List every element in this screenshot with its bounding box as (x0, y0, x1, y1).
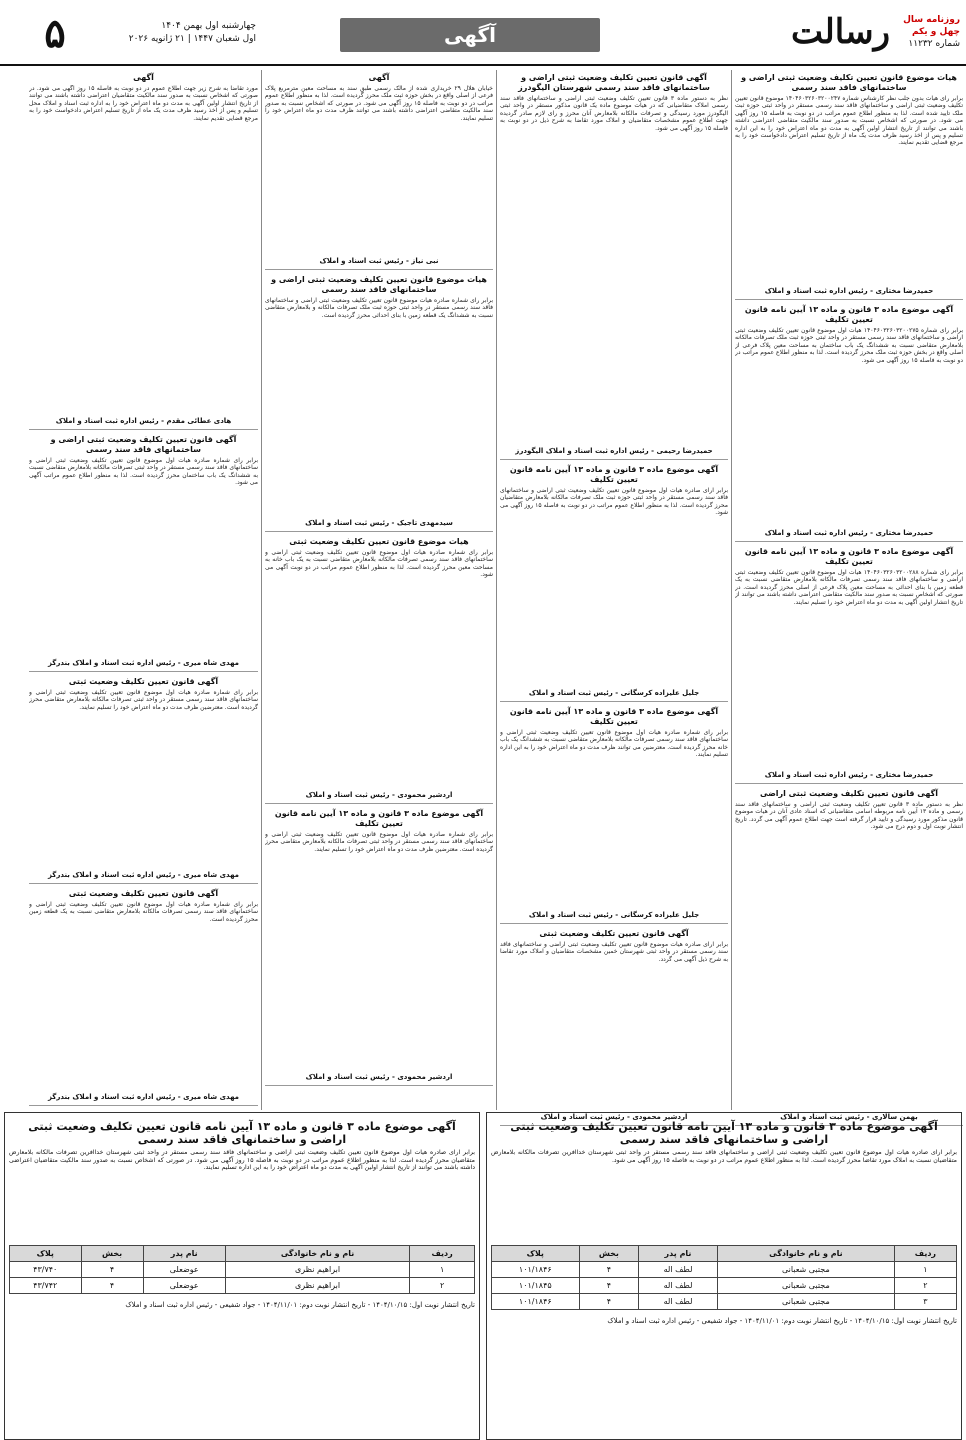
ad-signature: حمیدرضا مختاری - رئیس اداره ثبت اسناد و املاک (764, 529, 934, 537)
ad-item (265, 534, 493, 804)
ad-item (265, 272, 493, 532)
ad-body: برابر رای شماره صادره هیات موضوع قانون تعیین تکلیف وضعیت ثبتی اراضی و ساختمانهای فاقد سند رسمی مستقر در واحد ثبتی حوزه ثبت ملک تصرفات مالکانه و بلامعارض متقاضی نسبت به ششدانگ یک قطعه زمین با بنای احداثی محرز گردیده است. (265, 297, 493, 319)
table-header: ردیف (410, 1246, 475, 1262)
ad-body: مورد تقاضا به شرح زیر جهت اطلاع عموم در دو نوبت به فاصله ۱۵ روز آگهی می شود. در صورتی که اشخاص نسبت به صدور سند مالکیت متقاضیان اعتراضی داشته باشند می توانند از تاریخ انتشار اولین آگهی به مدت دو ماه اعتراض خود را به اداره ثبت اسناد و املاک محل تسلیم و پس از اخذ رسید ظرف مدت یک ماه از تاریخ تسلیم اعتراض دادخواست خود را به مرجع قضایی تقدیم نمایند. (29, 85, 258, 122)
table-header-row (492, 1246, 957, 1262)
ad-item (500, 462, 728, 702)
table-cell: ۴ (579, 1278, 639, 1294)
ad-signature: سیدمهدی تاجیک - رئیس ثبت اسناد و املاک (305, 519, 453, 527)
ad-body: برابر رای هیات بدون جلب نظر کارشناس شماره ۱۴۰۴۶۰۳۲۶۰۳۲۰۰۲۴۷ موضوع قانون تعیین تکلیف وضعیت ثبتی اراضی و ساختمانهای فاقد سند رسمی مستقر در واحد ثبتی حوزه ثبت ملک تایید شده است. لذا به منظور اطلاع عموم مراتب در دو نوبت به فاصله ۱۵ روز آگهی می شود. در صورتی که اشخاص نسبت به صدور سند مالکیت متقاضی اعتراضی داشته باشند می توانند از تاریخ انتشار اولین آگهی به مدت دو ماه اعتراض خود را به این اداره تسلیم و پس از اخذ رسید ظرف مدت یک ماه از تاریخ تسلیم اعتراض دادخواست خود را به مرجع قضایی تقدیم نمایند. (735, 95, 963, 147)
table-header: نام پدر (143, 1246, 225, 1262)
masthead (0, 0, 966, 66)
ad-body: خیابان هلال ۲۹ خریداری شده از مالک رسمی طبق سند به مساحت معین مترمربع پلاک فرعی از اصلی واقع در بخش حوزه ثبت ملک محرز گردیده است. لذا به منظور اطلاع عموم مراتب در دو نوبت به فاصله ۱۵ روز آگهی می شود. در صورتی که اشخاص نسبت به صدور سند مالکیت متقاضی اعتراضی داشته باشند می توانند ظرف مدت دو ماه اعتراض خود را تسلیم نمایند. (265, 85, 493, 122)
table-cell: لطف اله (639, 1294, 718, 1310)
ad-item (265, 806, 493, 1086)
bottom-notices (0, 1112, 966, 1440)
ad-title: آگهی (133, 73, 154, 82)
ad-title: آگهی موضوع ماده ۳ قانون و ماده ۱۳ آیین نامه قانون تعیین تکلیف (509, 707, 719, 726)
ad-signature: جلیل علیزاده کرسگانی - رئیس ثبت اسناد و املاک (528, 689, 700, 697)
date-line-2: اول شعبان ۱۴۴۷ | ۲۱ ژانویه ۲۰۲۶ (128, 34, 256, 44)
table-cell: مجتبی شعبانی (717, 1294, 894, 1310)
table-cell: ابراهیم نظری (225, 1278, 409, 1294)
table-header-row (10, 1246, 475, 1262)
ad-item (500, 70, 728, 460)
table-cell: ۴ (579, 1294, 639, 1310)
table-cell: عوضعلی (143, 1262, 225, 1278)
ad-title: آگهی قانون تعیین تکلیف وضعیت ثبتی اراضی (759, 789, 939, 798)
table-cell: عوضعلی (143, 1278, 225, 1294)
ad-body: نظر به دستور ماده ۳ قانون تعیین تکلیف وضعیت ثبتی اراضی و ساختمانهای فاقد سند رسمی املاک متقاضیانی که در هیات موضوع ماده یک قانون مذکور مستقر در واحد ثبتی الیگودرز مورد رسیدگی و تصرفات مالکانه بلامعارض آنان محرز و رای لازم صادر گردیده جهت اطلاع عموم مشخصات متقاضیان و املاک مورد تقاضا به شرح ذیل در دو نوبت به فاصله ۱۵ روز آگهی می شود. (500, 95, 728, 132)
notice-table (9, 1245, 475, 1294)
notice-body: برابر آرای صادره هیات اول موضوع قانون تعیین تکلیف وضعیت ثبتی اراضی و ساختمانهای فاقد سند رسمی مستقر در واحد ثبتی شهرستان خداآفرین تصرفات مالکانه بلامعارض متقاضیان نسبت به املاک مورد تقاضا محرز گردیده است. لذا به منظور اطلاع عموم مراتب در دو نوبت به فاصله ۱۵ روز آگهی می شود. (491, 1149, 957, 1164)
ad-item (500, 926, 728, 1126)
table-header: پلاک (10, 1246, 82, 1262)
table-cell: مجتبی شعبانی (717, 1262, 894, 1278)
ad-signature: اردشیر محمودی - رئیس ثبت اسناد و املاک (305, 1073, 453, 1081)
table-header: ردیف (894, 1246, 956, 1262)
ad-item (735, 786, 963, 1126)
ad-signature: حمیدرضا مختاری - رئیس اداره ثبت اسناد و املاک (764, 287, 934, 295)
ad-body: برابر رای شماره ۱۴۰۴۶۰۳۲۶۰۳۲۰۰۲۷۵ هیات اول موضوع قانون تعیین تکلیف وضعیت ثبتی اراضی و ساختمانهای فاقد سند رسمی مستقر در واحد ثبتی حوزه ثبت ملک تصرفات مالکانه بلامعارض متقاضی نسبت به ششدانگ یک باب ساختمان به مساحت معین پلاک فرعی از اصلی واقع در بخش حوزه ثبت ملک محرز گردیده است. لذا به منظور اطلاع عموم مراتب در دو نوبت به فاصله ۱۵ روز آگهی می شود. (735, 327, 963, 364)
ad-signature: اردشیر محمودی - رئیس ثبت اسناد و املاک (305, 791, 453, 799)
notice-left (486, 1112, 962, 1440)
ad-title: آگهی قانون تعیین تکلیف وضعیت ثبتی اراضی و ساختمانهای فاقد سند رسمی شهرستان الیگودرز (518, 73, 710, 92)
table-header: بخش (579, 1246, 639, 1262)
ad-signature: جلیل علیزاده کرسگانی - رئیس ثبت اسناد و املاک (528, 911, 700, 919)
ad-body: برابر رای شماره صادره هیات اول موضوع قانون تعیین تکلیف وضعیت ثبتی اراضی و ساختمانهای فاقد سند رسمی تصرفات مالکانه بلامعارض متقاضی نسبت به ششدانگ یک باب خانه محرز گردیده است. معترضین می توانند ظرف مدت دو ماه اعتراض خود را به این اداره تسلیم نمایند. (500, 729, 728, 759)
ad-title: آگهی قانون تعیین تکلیف وضعیت ثبتی اراضی و ساختمانهای فاقد سند رسمی (50, 435, 237, 454)
table-row (492, 1262, 957, 1278)
ad-item (500, 704, 728, 924)
ad-body: برابر رای شماره صادره هیات اول موضوع قانون تعیین تکلیف وضعیت ثبتی اراضی و ساختمانهای فاقد سند رسمی تصرفات مالکانه بلامعارض متقاضی نسبت به یک باب خانه به مساحت معین محرز گردیده است. لذا به منظور اطلاع عموم مراتب در دو نوبت آگهی می شود. (265, 549, 493, 579)
ad-item (735, 70, 963, 300)
notice-table (491, 1245, 957, 1310)
ad-signature: اردشیر محمودی - رئیس ثبت اسناد و املاک (540, 1113, 688, 1121)
table-cell: لطف اله (639, 1278, 718, 1294)
table-row (10, 1262, 475, 1278)
ad-signature: نبی نیاز - رئیس ثبت اسناد و املاک (319, 257, 439, 265)
table-cell: ۲ (410, 1278, 475, 1294)
notice-right (4, 1112, 480, 1440)
ad-item (29, 70, 258, 430)
ad-title: آگهی موضوع ماده ۳ قانون و ماده ۱۳ آیین نامه قانون تعیین تکلیف (509, 465, 719, 484)
page-number: ۵ (44, 9, 66, 57)
ad-body: نظر به دستور ماده ۳ قانون تعیین تکلیف وضعیت ثبتی اراضی و ساختمانهای فاقد سند رسمی و ماده ۱۳ آیین نامه مربوطه اسامی متقاضیانی که اسناد عادی آنان در هیات موضوع قانون مذکور مورد رسیدگی و تایید قرار گرفته است جهت اطلاع عموم آگهی می گردد. تاریخ انتشار نوبت اول و دوم درج می شود. (735, 801, 963, 831)
ad-item (265, 70, 493, 270)
notice-footer: تاریخ انتشار نوبت اول: ۱۴۰۴/۱۰/۱۵ - تاریخ انتشار نوبت دوم: ۱۴۰۴/۱۱/۰۱ - جواد شفیعی - رئیس اداره ثبت اسناد و املاک (607, 1317, 957, 1325)
ad-body: برابر رای شماره ۱۴۰۴۶۰۳۲۶۰۳۲۰۰۲۸۸ هیات اول موضوع قانون تعیین تکلیف وضعیت ثبتی اراضی و ساختمانهای فاقد سند رسمی تصرفات مالکانه بلامعارض متقاضی نسبت به یک قطعه زمین با بنای احداثی به مساحت معین پلاک فرعی از اصلی محرز گردیده است. در صورتی که اشخاص نسبت به صدور سند مالکیت متقاضی اعتراضی داشته باشند می توانند از تاریخ انتشار اولین آگهی به مدت دو ماه اعتراض خود را تسلیم نمایند. (735, 569, 963, 606)
ad-body: برابر رای شماره صادره هیات اول موضوع قانون تعیین تکلیف وضعیت ثبتی اراضی و ساختمانهای فاقد سند رسمی تصرفات مالکانه بلامعارض متقاضی نسبت به یک قطعه زمین محرز گردیده است. (29, 901, 258, 923)
column-2 (496, 70, 731, 1121)
ad-title: آگهی موضوع ماده ۳ قانون و ماده ۱۳ آیین نامه قانون تعیین تکلیف (744, 547, 954, 566)
table-cell: ابراهیم نظری (225, 1262, 409, 1278)
publisher-line-2: شماره ۱۱۲۳۲ (908, 39, 960, 49)
newspaper-logo: رسالت (790, 12, 890, 52)
ad-title: آگهی قانون تعیین تکلیف وضعیت ثبتی (539, 929, 689, 938)
ad-item (29, 886, 258, 1106)
ad-title: آگهی (368, 73, 390, 82)
table-row (492, 1294, 957, 1310)
notice-title: آگهی موضوع ماده ۳ قانون و ماده ۱۳ آیین نامه قانون تعیین تکلیف وضعیت ثبتی اراضی و ساختمانهای فاقد سند رسمی (28, 1120, 456, 1146)
table-cell: ۴۳/۷۴۲ (10, 1278, 82, 1294)
ad-signature: مهدی شاه میری - رئیس اداره ثبت اسناد و املاک بندرگز (47, 659, 240, 667)
ad-signature: حمیدرضا رحیمی - رئیس اداره ثبت اسناد و املاک الیگودرز (515, 447, 713, 455)
table-header: پلاک (492, 1246, 580, 1262)
table-cell: ۱ (894, 1262, 956, 1278)
notice-footer: تاریخ انتشار نوبت اول: ۱۴۰۴/۱۰/۱۵ - تاریخ انتشار نوبت دوم: ۱۴۰۴/۱۱/۰۱ - جواد شفیعی - رئیس اداره ثبت اسناد و املاک (125, 1301, 475, 1309)
ad-signature: بهمن سالاری - رئیس ثبت اسناد و املاک (780, 1113, 918, 1121)
table-cell: ۱ (410, 1262, 475, 1278)
ad-item (29, 674, 258, 884)
table-cell: ۳ (894, 1294, 956, 1310)
notice-title: آگهی موضوع ماده ۳ قانون و ماده ۱۳ آیین نامه قانون تعیین تکلیف وضعیت ثبتی اراضی و ساختمانهای فاقد سند رسمی (510, 1120, 938, 1146)
date-line-1: چهارشنبه اول بهمن ۱۴۰۴ (161, 21, 256, 31)
notice-body: برابر آرای صادره هیات اول موضوع قانون تعیین تکلیف وضعیت ثبتی اراضی و ساختمانهای فاقد سند رسمی مستقر در واحد ثبتی شهرستان خداآفرین تصرفات مالکانه بلامعارض متقاضیان محرز گردیده است. لذا به منظور اطلاع عموم مراتب در دو نوبت به فاصله ۱۵ روز آگهی می شود. در صورتی که اشخاص نسبت به صدور سند مالکیت متقاضیان اعتراضی داشته باشند می توانند از تاریخ انتشار اولین آگهی به مدت دو ماه اعتراض خود را به این اداره تسلیم نمایند. (9, 1149, 475, 1172)
table-cell: ۴ (579, 1262, 639, 1278)
table-row (10, 1278, 475, 1294)
ad-title: آگهی موضوع ماده ۳ قانون و ماده ۱۳ آیین نامه قانون تعیین تکلیف (274, 809, 484, 828)
column-3 (261, 70, 496, 1110)
ad-title: آگهی موضوع ماده ۳ قانون و ماده ۱۳ آیین نامه قانون تعیین تکلیف (744, 305, 954, 324)
brand-block (760, 8, 960, 56)
ad-title: هیات موضوع قانون تعیین تکلیف وضعیت ثبتی اراضی و ساختمانهای فاقد سند رسمی (271, 275, 487, 294)
table-cell: ۴۳/۷۴۰ (10, 1262, 82, 1278)
ad-title: آگهی قانون تعیین تکلیف وضعیت ثبتی (68, 889, 219, 898)
table-header: نام و نام خانوادگی (225, 1246, 409, 1262)
ad-body: برابر آرای صادره هیات موضوع قانون تعیین تکلیف وضعیت ثبتی اراضی و ساختمانهای فاقد سند رسمی مستقر در واحد ثبتی شهرستان خمین مشخصات متقاضیان و املاک مورد تقاضا به شرح ذیل آگهی می گردد. (500, 941, 728, 963)
ad-title: هیات موضوع قانون تعیین تکلیف وضعیت ثبتی (289, 537, 469, 546)
ad-item (735, 544, 963, 784)
table-cell: مجتبی شعبانی (717, 1278, 894, 1294)
ad-signature: حمیدرضا مختاری - رئیس اداره ثبت اسناد و املاک (764, 771, 934, 779)
table-header: بخش (81, 1246, 143, 1262)
ad-signature: مهدی شاه میری - رئیس اداره ثبت اسناد و املاک بندرگز (47, 1093, 240, 1101)
table-cell: ۱۰۱/۱۸۴۶ (492, 1294, 580, 1310)
table-cell: ۱۰۱/۱۸۴۶ (492, 1262, 580, 1278)
ad-item (735, 302, 963, 542)
ad-title: آگهی قانون تعیین تکلیف وضعیت ثبتی (68, 677, 219, 686)
publisher-line-1: روزنامه سال چهل و یکم (903, 15, 960, 37)
ad-body: برابر رای شماره صادره هیات اول موضوع قانون تعیین تکلیف وضعیت ثبتی اراضی و ساختمانهای فاقد سند رسمی مستقر در واحد ثبتی تصرفات مالکانه بلامعارض متقاضی نسبت به ششدانگ یک باب ساختمان محرز گردیده است. لذا به منظور اطلاع عموم مراتب آگهی می شود. (29, 457, 258, 487)
ad-body: برابر رای شماره صادره هیات اول موضوع قانون تعیین تکلیف وضعیت ثبتی اراضی و ساختمانهای فاقد سند رسمی مستقر در واحد ثبتی تصرفات مالکانه بلامعارض متقاضی محرز گردیده است. معترضین ظرف مدت دو ماه اعتراض خود را تسلیم نمایند. (29, 689, 258, 711)
issue-date (86, 20, 256, 46)
table-cell: لطف اله (639, 1262, 718, 1278)
publisher-info (896, 14, 960, 50)
ad-columns (0, 70, 966, 1121)
ad-item (29, 432, 258, 672)
issue-info (6, 10, 256, 56)
table-cell: ۴ (81, 1278, 143, 1294)
table-cell: ۱۰۱/۱۸۴۵ (492, 1278, 580, 1294)
table-row (492, 1278, 957, 1294)
column-4 (26, 70, 261, 1110)
section-title: آگهی (340, 18, 600, 52)
table-header: نام و نام خانوادگی (717, 1246, 894, 1262)
ad-body: برابر آرای صادره هیات اول موضوع قانون تعیین تکلیف وضعیت ثبتی اراضی و ساختمانهای فاقد سند رسمی مستقر در واحد ثبتی حوزه ثبت ملک تصرفات مالکانه بلامعارض متقاضیان محرز گردیده است. لذا به منظور اطلاع عموم مراتب در دو نوبت به فاصله ۱۵ روز آگهی می شود. (500, 487, 728, 517)
table-cell: ۲ (894, 1278, 956, 1294)
ad-signature: هادی عطائی مقدم - رئیس اداره ثبت اسناد و املاک (55, 417, 232, 425)
ad-title: هیات موضوع قانون تعیین تکلیف وضعیت ثبتی اراضی و ساختمانهای فاقد سند رسمی (741, 73, 957, 92)
ad-signature: مهدی شاه میری - رئیس اداره ثبت اسناد و املاک بندرگز (47, 871, 240, 879)
ad-body: برابر رای شماره صادره هیات اول موضوع قانون تعیین تکلیف وضعیت ثبتی اراضی و ساختمانهای فاقد سند رسمی مستقر در واحد ثبتی تصرفات مالکانه بلامعارض متقاضی محرز گردیده است. معترضین ظرف مدت دو ماه اعتراض خود را تسلیم نمایند. (265, 831, 493, 853)
table-header: نام پدر (639, 1246, 718, 1262)
table-cell: ۴ (81, 1262, 143, 1278)
column-1 (731, 70, 966, 1121)
